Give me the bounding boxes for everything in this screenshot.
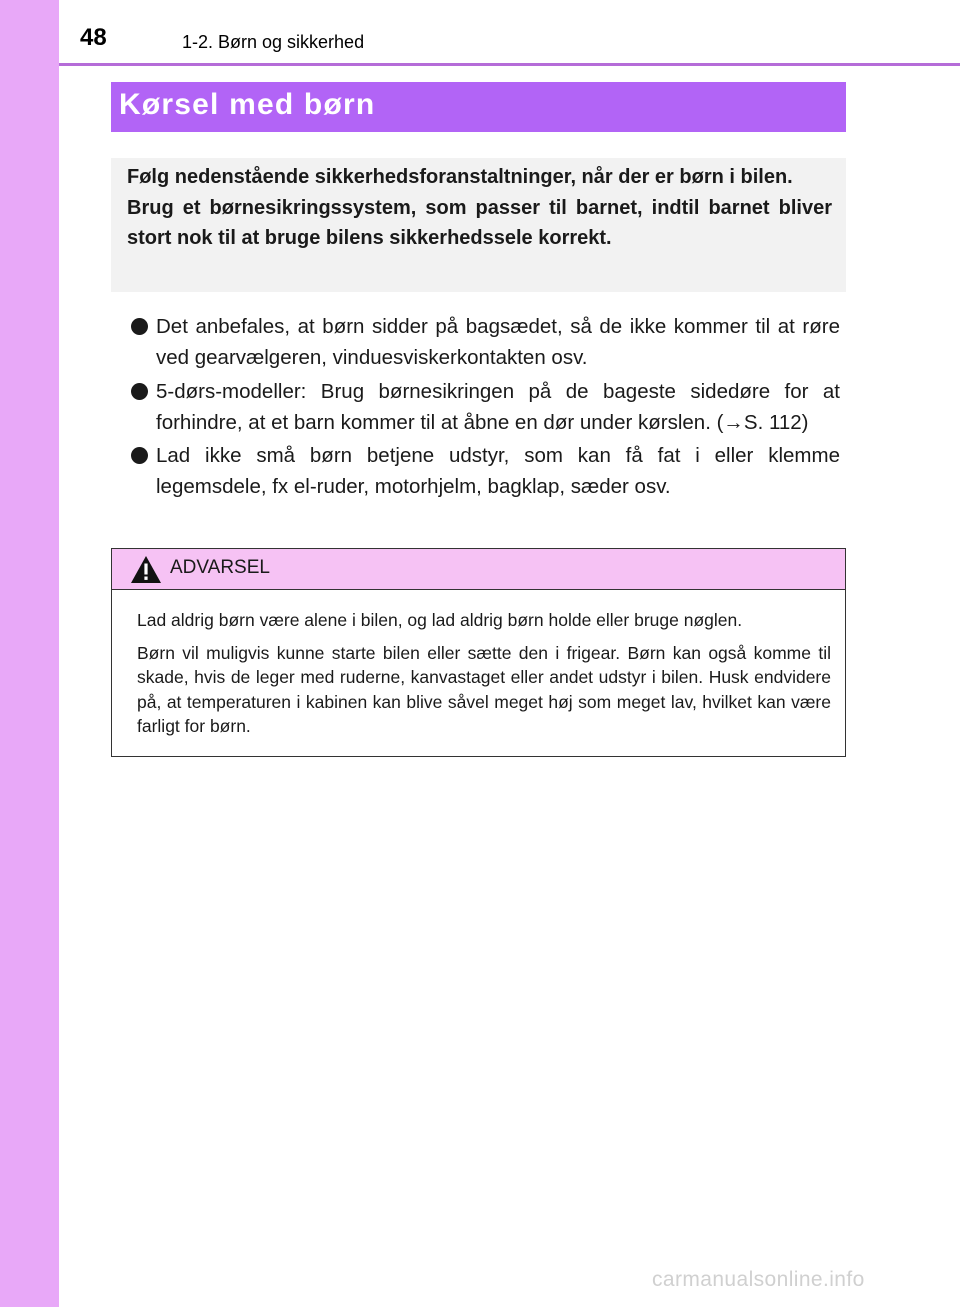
warning-paragraph: Børn vil muligvis kunne starte bilen eller sætte den i frigear. Børn kan også komme til skade, hvis de leger med ruderne, kanvastaget eller andet udstyr i bilen. Husk endvidere på, at temperaturen i kabinen kan blive såvel meget høj som meget lav, hvilket kan være farligt for børn. [137, 642, 831, 736]
intro-paragraph: Følg nedenstående sikkerhedsforanstaltninger, når der er børn i bilen. [127, 166, 793, 188]
intro-box [111, 158, 846, 292]
list-item [128, 376, 840, 438]
side-color-band [0, 0, 59, 1307]
warning-body [112, 590, 845, 739]
intro-paragraph: Brug et børnesikringssystem, som passer til barnet, indtil barnet bliver stort nok til at bruge bilens sikkerhedssele korrekt. [127, 196, 832, 249]
list-item [128, 311, 840, 373]
section-title-bar [111, 82, 846, 132]
warning-triangle-icon [130, 555, 162, 584]
warning-box [111, 548, 846, 757]
list-item [128, 440, 840, 502]
list-item-text: Lad ikke små børn betjene udstyr, som kan få fat i eller klemme legemsdele, fx el-ruder, motorhjelm, bagklap, sæder osv. [156, 444, 840, 498]
warning-label: ADVARSEL [170, 557, 270, 578]
warning-header [112, 549, 845, 590]
watermark: carmanualsonline.info [652, 1268, 865, 1291]
chapter-heading: 1-2. Børn og sikkerhed [182, 32, 365, 52]
section-title: Kørsel med børn [119, 88, 376, 121]
list-item-text: 5-dørs-modeller: Brug børnesikringen på de bageste sidedøre for at forhindre, at et barn kommer til at åbne en dør under kørslen. (→S. 112) [156, 379, 840, 434]
page-number: 48 [80, 24, 107, 51]
warning-paragraph: Lad aldrig børn være alene i bilen, og lad aldrig børn holde eller bruge nøglen. [137, 610, 743, 630]
bullet-icon [131, 318, 148, 335]
bullet-icon [131, 447, 148, 464]
bullet-list [128, 311, 840, 505]
header-divider [59, 63, 960, 66]
list-item-text: Det anbefales, at børn sidder på bagsædet, så de ikke kommer til at røre ved gearvælgeren, vinduesviskerkontakten osv. [156, 315, 840, 369]
bullet-icon [131, 383, 148, 400]
